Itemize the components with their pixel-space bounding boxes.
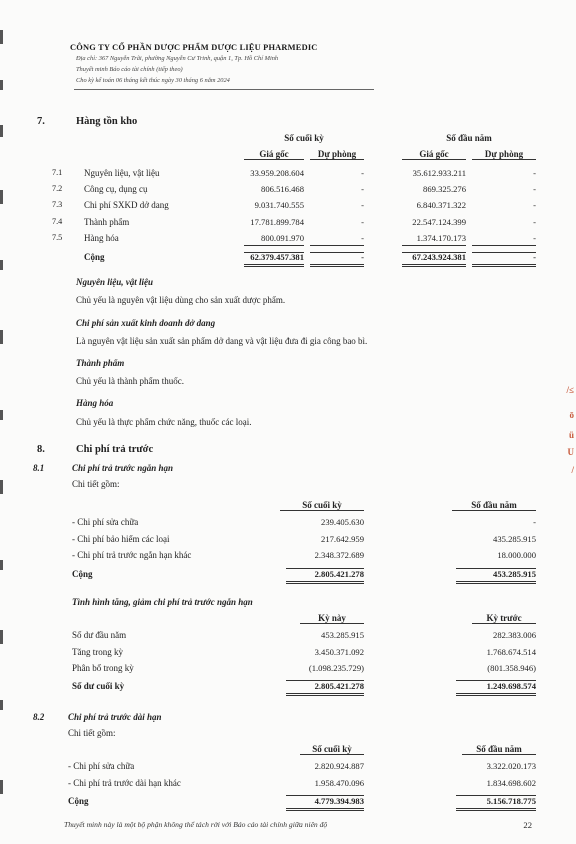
subheader-provision: Dự phòng xyxy=(472,149,536,160)
provision-end: - xyxy=(361,232,364,243)
total-label: Cộng xyxy=(72,569,93,579)
value-end: 217.642.959 xyxy=(321,533,364,544)
total-end: 2.805.421.278 xyxy=(314,569,364,579)
row-label: Thành phẩm xyxy=(84,216,130,227)
value-end: 1.958.470.096 xyxy=(314,777,364,788)
stamp-mark-icon: /≤ xyxy=(566,385,574,395)
subheader-cost: Giá gốc xyxy=(244,149,304,160)
total-end: 4.779.394.983 xyxy=(314,796,364,806)
row-label: Công cụ, dụng cụ xyxy=(84,184,148,195)
value-begin: 435.285.915 xyxy=(493,533,536,544)
provision-end: - xyxy=(361,216,364,227)
row-label: Chi phí SXKD dở dang xyxy=(84,200,169,211)
total-double-rule xyxy=(286,581,364,584)
cost-begin: 869.325.276 xyxy=(423,184,466,195)
cost-end: 9.031.740.555 xyxy=(254,200,304,211)
cost-end: 806.516.468 xyxy=(261,184,304,195)
column-header-begin: Số đầu năm xyxy=(462,744,536,755)
note-text: Chủ yếu là nguyên vật liệu dùng cho sản xuất dược phẩm. xyxy=(76,295,286,305)
movement-title: Tình hình tăng, giảm chi phí trả trước ngắn hạn xyxy=(72,597,253,607)
total-begin: 453.285.915 xyxy=(493,569,536,579)
footer-note: Thuyết minh này là một bộ phận không thể tách rời với Báo cáo tài chính giữa niên độ xyxy=(64,820,328,829)
total-double-rule xyxy=(456,693,536,696)
total-double-rule xyxy=(402,264,466,267)
total-double-rule xyxy=(310,264,364,267)
column-header-end: Số cuối kỳ xyxy=(280,500,364,511)
row-label: Hàng hóa xyxy=(84,232,119,243)
cost-begin: 35.612.933.211 xyxy=(412,168,466,178)
total-prev-period: 1.249.698.574 xyxy=(486,681,536,691)
row-label: Tăng trong kỳ xyxy=(72,646,123,657)
column-header-end: Số cuối kỳ xyxy=(284,133,324,143)
value-prev-period: (801.358.946) xyxy=(487,663,536,673)
company-name: CÔNG TY CỔ PHẦN DƯỢC PHẨM DƯỢC LIỆU PHARMEDIC xyxy=(70,43,318,52)
value-end: 239.405.630 xyxy=(321,517,364,527)
total-cost-end: 62.379.457.381 xyxy=(250,252,304,262)
detail-label: Chi tiết gồm: xyxy=(68,728,116,738)
total-double-rule xyxy=(456,581,536,584)
subsection-number: 8.1 xyxy=(33,463,45,473)
cost-begin: 22.547.124.399 xyxy=(412,216,466,227)
section-title: Hàng tồn kho xyxy=(76,116,138,127)
total-begin: 5.156.718.775 xyxy=(486,796,536,806)
value-end: 2.348.372.689 xyxy=(314,550,364,560)
total-provision-begin: - xyxy=(533,252,536,262)
row-label: Số dư đầu năm xyxy=(72,630,127,640)
row-index: 7.4 xyxy=(52,216,63,226)
total-label: Cộng xyxy=(84,252,105,262)
row-label: - Chi phí sửa chữa xyxy=(68,761,135,771)
column-header-prev-period: Kỳ trước xyxy=(472,613,536,624)
note-text: Là nguyên vật liệu sản xuất sản phẩm dở dang và vật liệu đưa đi gia công bao bì. xyxy=(76,336,368,346)
row-underline xyxy=(472,245,536,246)
note-title: Thành phẩm xyxy=(76,358,125,368)
document-title: Thuyết minh Báo cáo tài chính (tiếp theo) xyxy=(76,66,183,73)
reporting-period: Cho kỳ kế toán 06 tháng kết thúc ngày 30 tháng 6 năm 2024 xyxy=(76,77,230,84)
total-double-rule xyxy=(456,808,536,811)
note-text: Chủ yếu là thành phẩm thuốc. xyxy=(76,376,184,386)
total-label: Cộng xyxy=(68,796,89,806)
stamp-mark-icon: U xyxy=(567,447,574,457)
section-number: 7. xyxy=(37,116,45,127)
column-header-begin: Số đầu năm xyxy=(452,500,536,511)
row-index: 7.3 xyxy=(52,200,63,210)
cost-end: 17.781.899.784 xyxy=(250,216,304,227)
note-title: Nguyên liệu, vật liệu xyxy=(76,277,153,287)
subsection-number: 8.2 xyxy=(33,712,45,722)
value-end: 2.820.924.887 xyxy=(314,761,364,771)
stamp-mark-icon: ü xyxy=(568,430,574,440)
value-begin: 18.000.000 xyxy=(497,550,536,560)
subsection-title: Chi phí trả trước ngắn hạn xyxy=(72,463,174,473)
detail-label: Chi tiết gồm: xyxy=(72,479,120,489)
total-double-rule xyxy=(286,808,364,811)
row-label: - Chi phí sửa chữa xyxy=(72,517,139,527)
section-title: Chi phí trả trước xyxy=(76,444,154,455)
column-header-begin: Số đầu năm xyxy=(446,133,492,143)
company-address: Địa chỉ: 367 Nguyễn Trãi, phường Nguyễn Cư Trinh, quận 1, Tp. Hồ Chí Minh xyxy=(76,55,279,62)
binding-marks xyxy=(0,0,4,844)
row-label: Phân bổ trong kỳ xyxy=(72,663,134,673)
note-text: Chủ yếu là thực phẩm chức năng, thuốc các loại. xyxy=(76,417,252,427)
value-prev-period: 1.768.674.514 xyxy=(486,646,536,657)
stamp-mark-icon: ō xyxy=(569,410,574,420)
provision-begin: - xyxy=(533,216,536,227)
value-this-period: 453.285.915 xyxy=(321,630,364,640)
row-index: 7.5 xyxy=(52,232,63,242)
row-underline xyxy=(310,245,364,246)
value-prev-period: 282.383.006 xyxy=(493,630,536,640)
note-title: Chi phí sản xuất kinh doanh dở dang xyxy=(76,318,216,328)
subsection-title: Chi phí trả trước dài hạn xyxy=(68,712,162,722)
value-this-period: 3.450.371.092 xyxy=(314,646,364,657)
note-title: Hàng hóa xyxy=(76,398,114,408)
provision-begin: - xyxy=(533,168,536,178)
cost-end: 800.091.970 xyxy=(261,232,304,243)
provision-end: - xyxy=(361,200,364,211)
stamp-mark-icon: / xyxy=(571,465,574,475)
page-number: 22 xyxy=(523,820,532,830)
total-this-period: 2.805.421.278 xyxy=(314,681,364,691)
value-begin: 1.834.698.602 xyxy=(486,777,536,788)
value-this-period: (1.098.235.729) xyxy=(308,663,364,673)
provision-end: - xyxy=(361,184,364,195)
row-index: 7.1 xyxy=(52,168,63,177)
row-label: - Chi phí trả trước dài hạn khác xyxy=(68,777,181,788)
row-label: - Chi phí trả trước ngắn hạn khác xyxy=(72,550,192,560)
total-double-rule xyxy=(472,264,536,267)
provision-begin: - xyxy=(533,200,536,211)
column-header-end: Số cuối kỳ xyxy=(300,744,364,755)
total-label: Số dư cuối kỳ xyxy=(72,681,125,691)
cost-end: 33.959.208.604 xyxy=(250,168,304,178)
value-begin: 3.322.020.173 xyxy=(486,761,536,771)
provision-begin: - xyxy=(533,232,536,243)
row-underline xyxy=(402,245,466,246)
cost-begin: 1.374.170.173 xyxy=(416,232,466,243)
subheader-cost: Giá gốc xyxy=(402,149,466,160)
row-label: Nguyên liệu, vật liệu xyxy=(84,168,160,178)
cost-begin: 6.840.371.322 xyxy=(416,200,466,211)
provision-end: - xyxy=(361,168,364,178)
value-begin: - xyxy=(533,517,536,527)
header-divider xyxy=(74,89,374,90)
subheader-provision: Dự phòng xyxy=(310,149,364,160)
row-label: - Chi phí bảo hiểm các loại xyxy=(72,533,170,544)
total-cost-begin: 67.243.924.381 xyxy=(412,252,466,262)
row-underline xyxy=(244,245,304,246)
total-provision-end: - xyxy=(361,252,364,262)
total-double-rule xyxy=(286,693,364,696)
section-number: 8. xyxy=(37,444,45,455)
row-index: 7.2 xyxy=(52,184,63,194)
provision-begin: - xyxy=(533,184,536,195)
total-double-rule xyxy=(244,264,304,267)
column-header-this-period: Kỳ này xyxy=(300,613,364,624)
